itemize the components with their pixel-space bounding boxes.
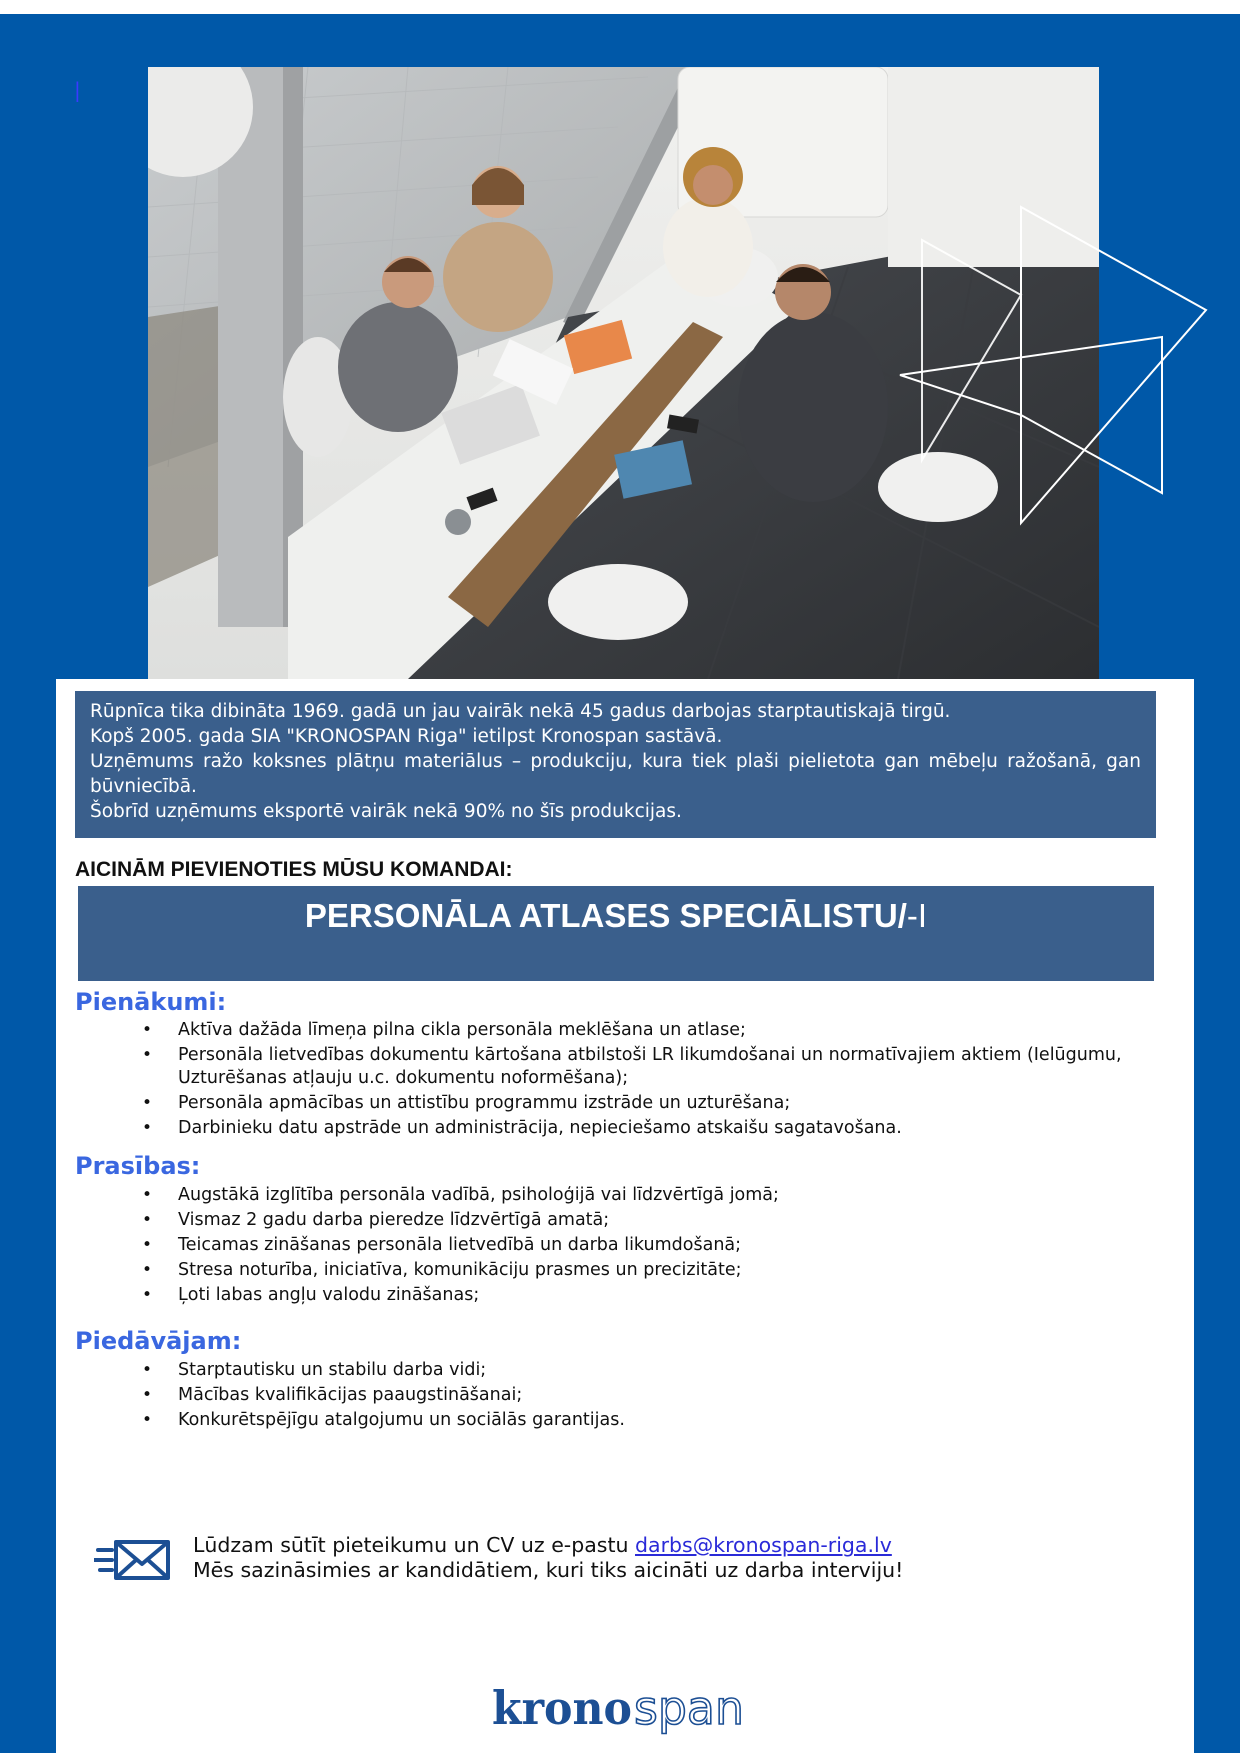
intro-line-1: Rūpnīca tika dibināta 1969. gadā un jau vairāk nekā 45 gadus darbojas starptautiskajā tirgū. <box>90 701 951 722</box>
contact-block <box>193 1533 903 1583</box>
list-item: • Personāla lietvedības dokumentu kārtošana atbilstoši LR likumdošanai un normatīvajiem aktiem (Ielūgumu, Uzturēšanas atļauju u.c. dokumentu noformēšana); <box>178 1044 1138 1089</box>
list-item: • Vismaz 2 gadu darba pieredze līdzvērtīgā amatā; <box>178 1209 1138 1232</box>
offer-list <box>112 1359 1138 1434</box>
list-item: • Ļoti labas angļu valodu zināšanas; <box>178 1284 1138 1307</box>
list-item: • Darbinieku datu apstrāde un administrācija, nepieciešamo atskaišu sagatavošana. <box>178 1117 1138 1140</box>
duties-heading: Pienākumi: <box>75 988 227 1016</box>
offer-heading: Piedāvājam: <box>75 1327 242 1355</box>
list-item: • Aktīva dažāda līmeņa pilna cikla personāla meklēšana un atlase; <box>178 1019 1138 1042</box>
intro-line-2: Kopš 2005. gada SIA "KRONOSPAN Riga" ietilpst Kronospan sastāvā. <box>90 726 723 747</box>
logo-bold-text: krono <box>492 1684 632 1735</box>
list-item: • Augstākā izglītība personāla vadībā, psiholoģijā vai līdzvērtīgā jomā; <box>178 1184 1138 1207</box>
list-item: • Teicamas zināšanas personāla lietvedībā un darba likumdošanā; <box>178 1234 1138 1257</box>
intro-line-3: Uzņēmums ražo koksnes plātņu materiālus – produkciju, kura tiek plaši pielietota gan mēbeļu ražošanā, gan būvniecībā. <box>90 751 1141 797</box>
requirements-list <box>112 1184 1138 1309</box>
duties-list <box>112 1019 1138 1142</box>
company-intro-box <box>75 691 1156 838</box>
requirements-heading: Prasības: <box>75 1152 201 1180</box>
email-envelope-icon <box>94 1538 172 1582</box>
list-item: • Stresa noturība, iniciatīva, komunikāciju prasmes un precizitāte; <box>178 1259 1138 1282</box>
email-link[interactable]: darbs@kronospan-riga.lv <box>635 1533 892 1557</box>
position-title-box <box>78 886 1154 981</box>
list-item: • Konkurētspējīgu atalgojumu un sociālās garantijas. <box>178 1409 1138 1432</box>
text-cursor: | <box>74 78 81 102</box>
contact-line-2: Mēs sazināsimies ar kandidātiem, kuri tiks aicināti uz darba interviju! <box>193 1558 904 1582</box>
list-item: • Starptautisku un stabilu darba vidi; <box>178 1359 1138 1382</box>
position-title: PERSONĀLA ATLASES SPECIĀLISTU/ <box>304 897 907 934</box>
contact-line-1 <box>193 1533 903 1558</box>
decorative-triangles-graphic <box>870 200 1210 540</box>
list-item: • Mācības kvalifikācijas paaugstināšanai; <box>178 1384 1138 1407</box>
logo-outline-text: span <box>634 1684 744 1735</box>
contact-instruction: Lūdzam sūtīt pieteikumu un CV uz e-pastu <box>193 1533 636 1557</box>
position-title-suffix: -I <box>906 897 928 934</box>
intro-line-4: Šobrīd uzņēmums eksportē vairāk nekā 90% no šīs produkcijas. <box>90 801 682 822</box>
kronospan-logo <box>492 1684 752 1740</box>
top-margin <box>0 0 1240 14</box>
invite-heading: AICINĀM PIEVIENOTIES MŪSU KOMANDAI: <box>75 858 513 881</box>
list-item: • Personāla apmācības un attistību programmu izstrāde un uzturēšana; <box>178 1092 1138 1115</box>
